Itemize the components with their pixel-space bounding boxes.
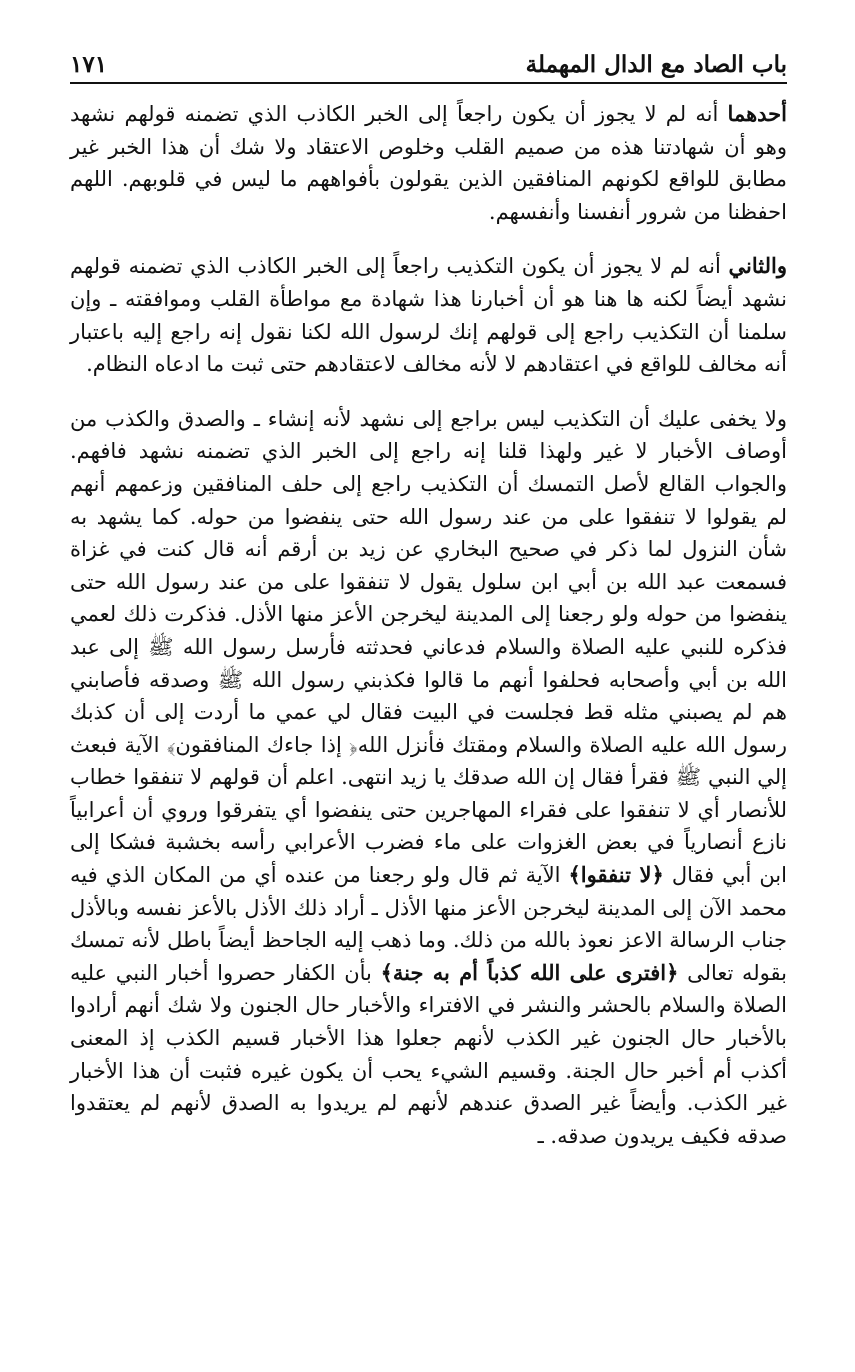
paragraph-second	[70, 250, 787, 380]
paragraph-lead: والثاني	[728, 253, 787, 279]
paragraph-text: ولا يخفى عليك أن التكذيب ليس براجع إلى نشهد لأنه إنشاء ـ والصدق والكذب من أوصاف الأخبار لا غير ولهذا قلنا إنه راجع إلى الخبر الذي تضمنه نشهد فافهم. والجواب القالع لأصل التمسك أن التكذيب راجع إلى حلف المنافقين وزعمهم أنهم لم يقولوا لا تنفقوا على من عند رسول الله حتى ينفضوا من حوله. كما يشهد به شأن النزول لما ذكر في صحيح البخاري عن زيد بن أرقم أنه قال كنت في غزاة فسمعت عبد الله بن أبي ابن سلول يقول لا تنفقوا على من عند رسول الله حتى ينفضوا من حوله ولو رجعنا إلى المدينة ليخرجن الأعز منها الأذل. فذكرت ذلك لعمي فذكره للنبي عليه الصلاة والسلام فدعاني فحدثته فأرسل رسول الله ﷺ إلى عبد الله بن أبي وأصحابه فحلفوا أنهم ما قالوا فكذبني رسول الله ﷺ وصدقه فأصابني هم لم يصبني مثله قط فجلست في البيت فقال لي عمي ما أردت إلى أن كذبك رسول الله عليه الصلاة والسلام ومقتك فأنزل الله﴿ إذا جاءك المنافقون﴾ الآية فبعث إلي النبي ﷺ فقرأ فقال إن الله صدقك يا زيد انتهى. اعلم أن قولهم لا تنفقوا خطاب للأنصار أي لا تنفقوا على فقراء المهاجرين حتى ينفضوا أي يتفرقوا وروي أن أعرابياً نازع أنصارياً في بعض الغزوات على ماء فضرب الأعرابي رأسه بخشبة فشكا إلى ابن أبي فقال	[70, 406, 787, 888]
paragraph-third	[70, 403, 787, 1153]
paragraph-text: أنه لم لا يجوز أن يكون التكذيب راجعاً إلى الخبر الكاذب الذي تضمنه قولهم نشهد أيضاً لكنه ها هنا هو أن أخبارنا هذا شهادة مع مواطأة القلب وموافقته ـ وإن سلمنا أن التكذيب راجع إلى قولهم إنك لرسول الله لكنا نقول إنه راجع إليه باعتبار أنه مخالف للواقع في اعتقادهم لا لأنه مخالف لاعتقادهم حتى ثبت ما ادعاه النظام.	[70, 254, 787, 377]
paragraph-text: بأن الكفار حصروا أخبار النبي عليه الصلاة والسلام بالحشر والنشر في الافتراء والأخبار حال الجنون ولا شك أنهم أرادوا بالأخبار حال الجنون غير الكذب لأنهم جعلوا هذا الأخبار قسيم الكذب إذ المعنى أكذب أم أخبر حال الجنة. وقسيم الشيء يحب أن يكون غيره فثبت أن هذا الأخبار غير الكذب. وأيضاً غير الصدق عندهم لأنهم لم يريدوا به الصدق لأنهم لم يعتقدوا صدقه فكيف يريدون صدقه. ـ	[70, 960, 787, 1148]
paragraph-first	[70, 98, 787, 228]
page-body	[70, 98, 787, 1152]
quran-quote: ﴿افترى على الله كذباً أم به جنة﴾	[380, 959, 679, 985]
page-header	[70, 40, 787, 84]
paragraph-text: الآية ثم قال ولو رجعنا من عنده أي من المكان الذي فيه محمد الآن إلى المدينة ليخرجن الأعز منها الأذل ـ أراد ذلك الأذل بالأعز نفسه وبالأذل جناب الرسالة الاعز نعوذ بالله من ذلك. وما ذهب إليه الجاحظ أيضاً باطل لأنه تمسك بقوله تعالى	[70, 863, 787, 985]
paragraph-text: أنه لم لا يجوز أن يكون راجعاً إلى الخبر الكاذب الذي تضمنه قولهم نشهد وهو أن شهادتنا هذه من صميم القلب وخلوص الاعتقاد ولا شك أن هذا الخبر غير مطابق للواقع لكونهم المنافقين الذين يقولون بأفواههم ما ليس في قلوبهم. اللهم احفظنا من شرور أنفسنا وأنفسهم.	[70, 102, 787, 224]
paragraph-lead: أحدهما	[727, 101, 787, 126]
quran-quote: ﴿لا تنفقوا﴾	[568, 862, 664, 888]
running-title: باب الصاد مع الدال المهملة	[525, 51, 787, 78]
page-number: ١٧١	[70, 51, 108, 78]
